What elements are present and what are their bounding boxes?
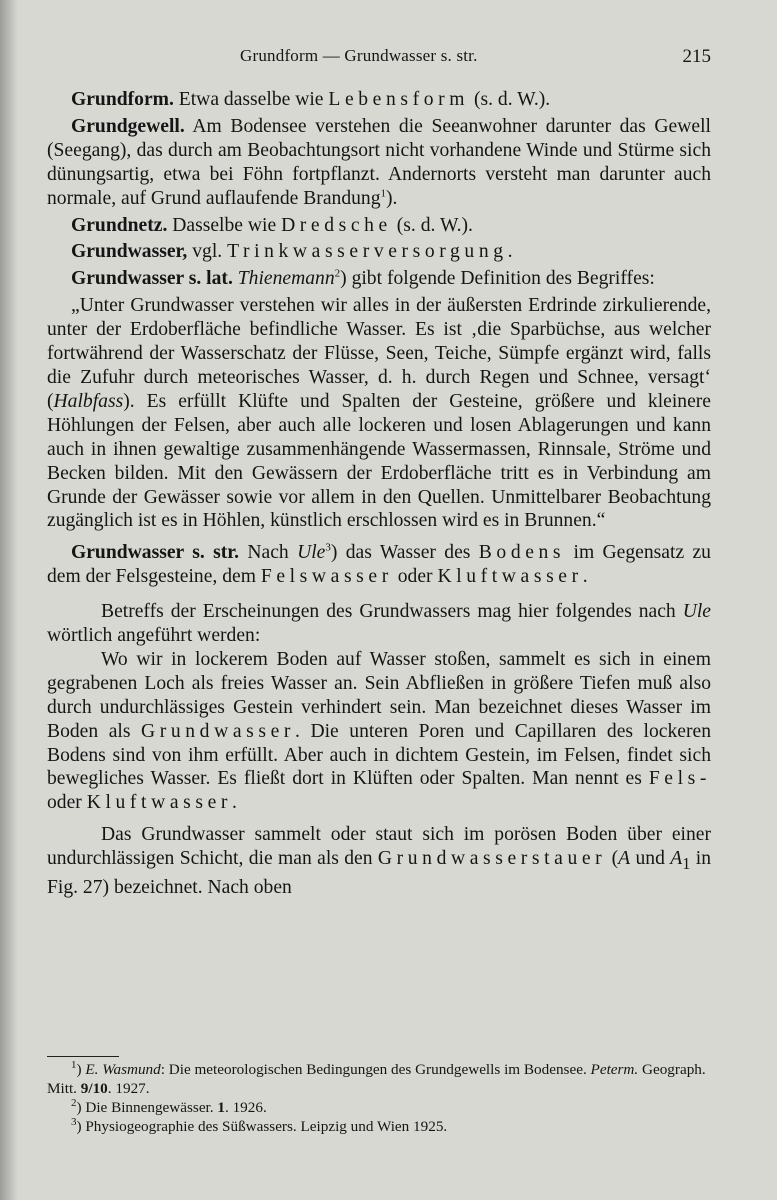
page-number: 215: [682, 46, 711, 67]
headword: Grundwasser s. lat.: [71, 268, 233, 290]
spaced-term: Kluftwasser: [86, 792, 232, 814]
author-name: E. Wasmund: [85, 1061, 161, 1078]
footnote: $^2$) Die Binnengewässer. 1. 1926.: [71, 1096, 267, 1116]
cross-reference: Dredsche: [281, 214, 392, 236]
figure-label: A: [618, 848, 631, 870]
entry-grundwasser-s-lat: Grundwasser s. lat. Thienemann$^2$) gibt folgende Definition des Begriffes:: [71, 267, 655, 290]
author-name: Ule: [682, 601, 711, 623]
entry-grundnetz: Grundnetz. Dasselbe wie Dredsche (s. d. W.).: [71, 214, 473, 236]
spaced-term: Kluftwasser: [437, 566, 583, 588]
entry-grundwasser-s-str: Grundwasser s. str. Nach Ule$^3$) das Wasser des Bodens im Gegensatz zu dem der Felsgesteine, dem Felswasser oder Kluftwasser.: [47, 541, 711, 588]
entry-grundwasser-vgl: Grundwasser, vgl. Trinkwasserversorgung.: [71, 241, 513, 263]
footnote: $^3$) Physiogeographie des Süßwassers. Leipzig und Wien 1925.: [71, 1115, 448, 1135]
footnote-separator: [47, 1056, 119, 1057]
headword: Grundwasser s. str.: [71, 542, 240, 564]
cross-reference: Lebensform: [328, 89, 470, 110]
spaced-term: Grundwasser: [141, 720, 295, 742]
paragraph-betreffs: Betreffs der Erscheinungen des Grundwassers mag hier folgendes nach Ule wörtlich angeführt werden:: [47, 601, 711, 647]
spaced-term: Bodens: [478, 542, 566, 564]
author-name: Ule: [297, 542, 326, 564]
entry-grundgewell: Grundgewell. Am Bodensee verstehen die Seeanwohner darunter das Gewell (Seegang), das durch am Beobachtungsort nicht vorhandene Winde und Stürme sich dünungsartig, etwa bei Föhn fortpflanzt. Andernorts versteht man darunter auch normale, auf Grund auflaufende Brandung$^1$).: [47, 115, 711, 209]
headword: Grundform.: [71, 89, 174, 110]
author-name: Halbfass: [53, 390, 124, 412]
spaced-term: Fels-: [648, 768, 711, 790]
footnotes: [47, 1060, 711, 1136]
running-header: [0, 44, 777, 72]
footnote-marker: 3: [325, 541, 331, 554]
footnote-marker: 2: [334, 267, 341, 280]
headword: Grundgewell.: [71, 115, 185, 137]
footnote: $^1$) E. Wasmund: Die meteorologischen Bedingungen des Grundgewells im Bodensee. Peterm. Geograph. Mitt. 9/10. 1927.: [47, 1058, 706, 1097]
main-text: [47, 88, 711, 900]
spaced-term: Grundwasserstauer: [377, 848, 607, 870]
entry-grundform: Grundform. Etwa dasselbe wie Lebensform (s. d. W.).: [71, 89, 551, 110]
footnote-marker: 1: [380, 187, 387, 200]
spaced-term: Felswasser: [260, 566, 393, 588]
running-title: Grundform — Grundwasser s. str.: [240, 46, 478, 65]
headword: Grundnetz.: [71, 214, 168, 236]
cross-reference: Trinkwasserversorgung: [227, 241, 508, 263]
author-name: Thienemann: [237, 268, 335, 290]
paragraph-das-grundwasser: Das Grundwasser sammelt oder staut sich im porösen Boden über einer undurchlässigen Schicht, die man als den Grundwasserstauer (A und $A_1$ in Fig. 27) bezeichnet. Nach oben: [47, 824, 712, 898]
headword: Grundwasser,: [71, 241, 188, 263]
definition-quote: „Unter Grundwasser verstehen wir alles in der äußersten Erdrinde zirkulierende, unter der Erdoberfläche befindliche Wasser. Es ist ‚die Sparbüchse, aus welcher fortwährend der Wasserschatz der Flüsse, Seen, Teiche, Sümpfe ergänzt wird, falls die Zufuhr durch meteorisches Wasser, d. h. durch Regen und Schnee, versagt‘ (Halbfass). Es erfüllt Klüfte und Spalten der Gesteine, größere und kleinere Höhlungen der Felsen, aber auch alle lockeren und losen Ablagerungen und kann auch in ihnen gewaltige zusammenhängende Wassermassen, Rinnsale, Ströme und Becken bilden. Mit den Gewässern der Erdoberfläche tritt es in Verbindung am Grunde der Gewässer sowie vor allem in den Quellen. Unmittelbarer Beobachtung zugänglich ist es in Höhlen, künstlich erschlossen wird es in Brunnen.“: [47, 295, 711, 532]
figure-label: A: [670, 848, 683, 870]
paragraph-wo-wir: Wo wir in lockerem Boden auf Wasser stoßen, sammelt es sich in einem gegrabenen Loch als freies Wasser an. Sein Abfließen in größere Tiefen muß also durch undurchlässiges Gestein verhindert sein. Man bezeichnet dieses Wasser im Boden als Grundwasser. Die unteren Poren und Capillaren des lockeren Bodens sind von ihm erfüllt. Aber auch in dichtem Gestein, im Felsen, findet sich bewegliches Wasser. Es fließt dort in Klüften oder Spalten. Man nennt es Fels- oder Kluftwasser.: [47, 648, 712, 814]
